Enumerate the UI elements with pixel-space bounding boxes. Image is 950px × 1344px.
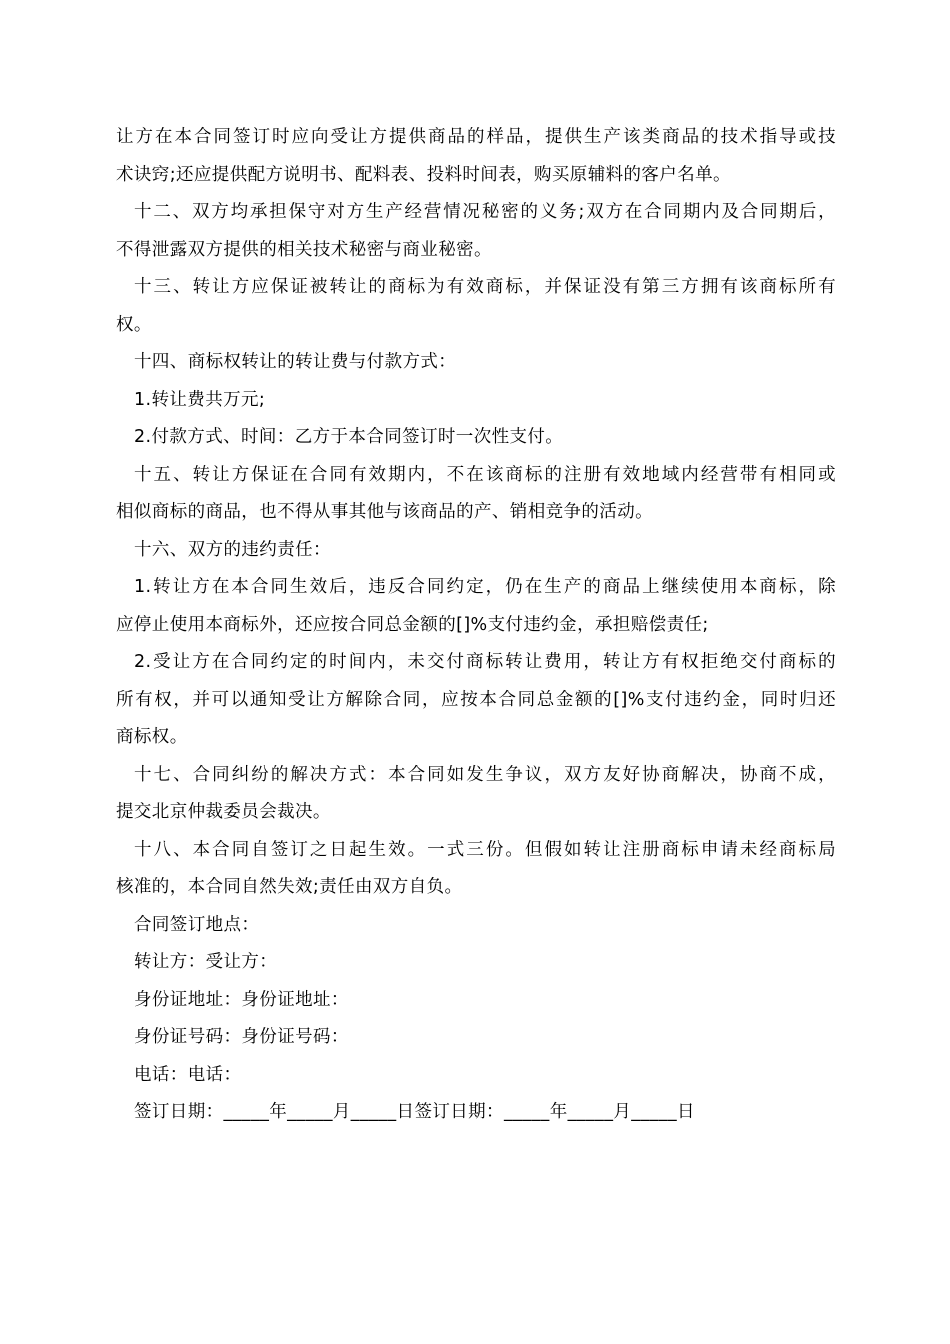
document-page bbox=[116, 119, 836, 1132]
body-line: 术诀窍;还应提供配方说明书、配料表、投料时间表，购买原辅料的客户名单。 bbox=[116, 164, 731, 185]
clause-14-item-2: 2.付款方式、时间：乙方于本合同签订时一次性支付。 bbox=[134, 427, 564, 447]
id-address-line: 身份证地址：身份证地址： bbox=[134, 989, 349, 1010]
clause-14-item-1: 1.转让费共万元; bbox=[134, 389, 266, 410]
body-line: 让方在本合同签订时应向受让方提供商品的样品，提供生产该类商品的技术指导或技 bbox=[116, 127, 836, 147]
signing-date-line: 签订日期：_____年_____月_____日签订日期：_____年_____月_____日 bbox=[134, 1102, 695, 1122]
clause-13: 十三、转让方应保证被转让的商标为有效商标，并保证没有第三方拥有该商标所有 bbox=[134, 277, 836, 297]
parties-line: 转让方：受让方： bbox=[134, 952, 278, 972]
id-number-line: 身份证号码：身份证号码： bbox=[134, 1027, 349, 1047]
body-line: 相似商标的商品，也不得从事其他与该商品的产、销相竞争的活动。 bbox=[116, 502, 653, 522]
phone-line: 电话：电话： bbox=[134, 1064, 242, 1085]
body-line: 应停止使用本商标外，还应按合同总金额的[]%支付违约金，承担赔偿责任; bbox=[116, 614, 709, 635]
clause-14: 十四、商标权转让的转让费与付款方式： bbox=[134, 352, 457, 372]
body-line: 所有权，并可以通知受让方解除合同，应按本合同总金额的[]%支付违约金，同时归还 bbox=[116, 689, 836, 710]
clause-16-item-1: 1.转让方在本合同生效后，违反合同约定，仍在生产的商品上继续使用本商标，除 bbox=[134, 577, 836, 597]
body-line: 商标权。 bbox=[116, 727, 188, 747]
clause-16: 十六、双方的违约责任： bbox=[134, 539, 331, 560]
body-line: 不得泄露双方提供的相关技术秘密与商业秘密。 bbox=[116, 239, 492, 260]
body-line: 提交北京仲裁委员会裁决。 bbox=[116, 802, 331, 822]
clause-18: 十八、本合同自签订之日起生效。一式三份。但假如转让注册商标申请未经商标局 bbox=[134, 839, 836, 860]
body-line: 权。 bbox=[116, 314, 152, 335]
clause-15: 十五、转让方保证在合同有效期内，不在该商标的注册有效地域内经营带有相同或 bbox=[134, 464, 836, 485]
clause-16-item-2: 2.受让方在合同约定的时间内，未交付商标转让费用，转让方有权拒绝交付商标的 bbox=[134, 652, 836, 672]
clause-17: 十七、合同纠纷的解决方式：本合同如发生争议，双方友好协商解决，协商不成， bbox=[134, 764, 836, 785]
body-line: 核准的，本合同自然失效;责任由双方自负。 bbox=[116, 877, 463, 897]
clause-12: 十二、双方均承担保守对方生产经营情况秘密的义务;双方在合同期内及合同期后， bbox=[134, 202, 836, 222]
signing-location: 合同签订地点： bbox=[134, 914, 260, 935]
